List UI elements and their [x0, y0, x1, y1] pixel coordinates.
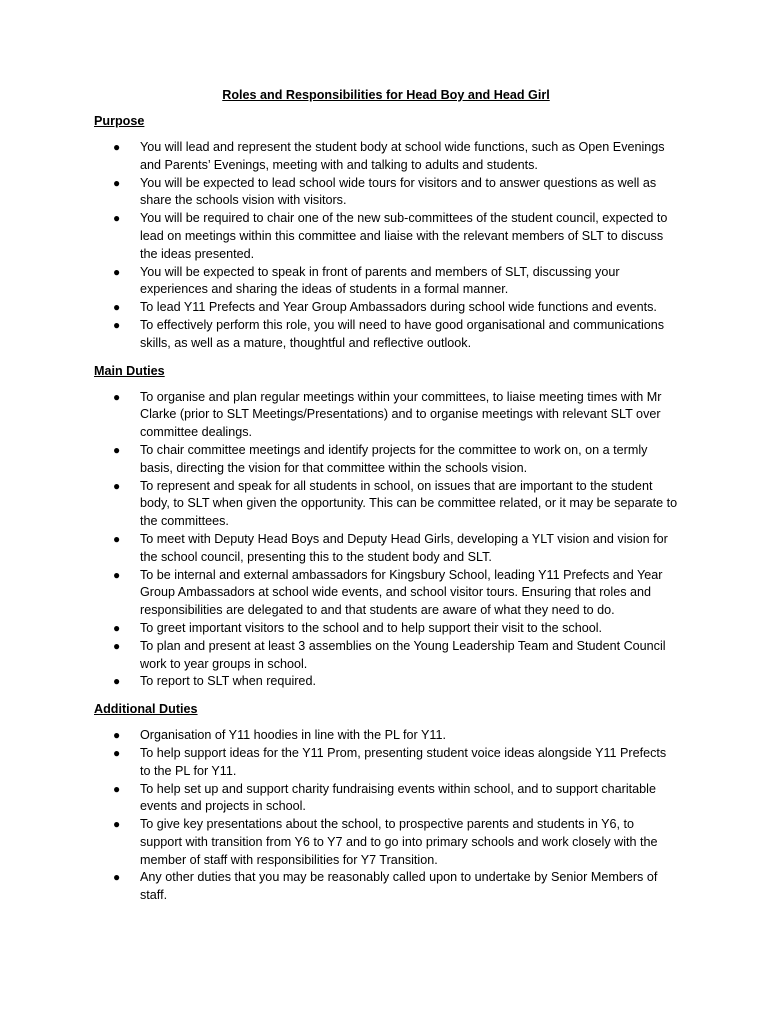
- list-item: ● To represent and speak for all students in school, on issues that are important to the student body, to SLT when given the opportunity. This can be committee related, or it may be separate to the committees.: [113, 478, 678, 529]
- bullet-icon: ●: [113, 674, 121, 689]
- additional-duties-list: [94, 727, 678, 905]
- bullet-icon: ●: [113, 745, 121, 760]
- list-item: ● You will be required to chair one of the new sub-committees of the student council, expected to lead on meetings within this committee and liaise with the relevant members of SLT to discuss the ideas presented.: [113, 211, 668, 261]
- bullet-icon: ●: [113, 531, 121, 546]
- bullet-icon: ●: [113, 638, 121, 653]
- list-item: ● To chair committee meetings and identify projects for the committee to work on, on a termly basis, directing the vision for that committee within the schools vision.: [113, 442, 648, 475]
- list-item: ● To organise and plan regular meetings within your committees, to liaise meeting times with Mr Clarke (prior to SLT Meetings/Presentations) and to organise meetings with relevant SLT over committee dealings.: [113, 389, 662, 440]
- bullet-icon: ●: [113, 781, 121, 796]
- bullet-icon: ●: [113, 175, 121, 190]
- bullet-icon: ●: [113, 317, 121, 332]
- list-item: ● To plan and present at least 3 assemblies on the Young Leadership Team and Student Council work to year groups in school.: [113, 638, 666, 671]
- bullet-icon: ●: [113, 817, 121, 832]
- bullet-icon: ●: [113, 211, 121, 226]
- bullet-icon: ●: [113, 478, 121, 493]
- list-item: ● To help support ideas for the Y11 Prom, presenting student voice ideas alongside Y11 Prefects to the PL for Y11.: [113, 745, 667, 778]
- bullet-icon: ●: [113, 264, 121, 279]
- list-item: ● To effectively perform this role, you will need to have good organisational and communications skills, as well as a mature, thoughtful and reflective outlook.: [113, 317, 665, 350]
- list-item: ● You will be expected to lead school wide tours for visitors and to answer questions as well as share the schools vision with visitors.: [113, 175, 657, 208]
- list-item: ● To help set up and support charity fundraising events within school, and to support charitable events and projects in school.: [113, 781, 656, 814]
- bullet-icon: ●: [113, 567, 121, 582]
- bullet-icon: ●: [113, 620, 121, 635]
- list-item: ● To give key presentations about the school, to prospective parents and students in Y6, to support with transition from Y6 to Y7 and to go into primary schools and work closely with the member of staff with responsibilities for Y7 Transition.: [113, 817, 658, 867]
- list-item: ● Organisation of Y11 hoodies in line with the PL for Y11.: [94, 727, 678, 745]
- section-heading-purpose: Purpose: [94, 114, 145, 128]
- list-item: ● You will lead and represent the student body at school wide functions, such as Open Evenings and Parents’ Evenings, meeting with and talking to adults and students.: [113, 140, 665, 172]
- bullet-icon: ●: [113, 870, 121, 885]
- list-item: ● To greet important visitors to the school and to help support their visit to the school.: [94, 620, 678, 638]
- main-duties-list: [94, 389, 678, 692]
- list-item: ● You will be expected to speak in front of parents and members of SLT, discussing your experiences and sharing the ideas of students in a formal manner.: [113, 264, 620, 297]
- section-heading-main-duties: Main Duties: [94, 363, 165, 378]
- list-item: ● To meet with Deputy Head Boys and Deputy Head Girls, developing a YLT vision and vision for the school council, presenting this to the student body and SLT.: [113, 531, 668, 564]
- list-item: ● To report to SLT when required.: [94, 673, 678, 691]
- bullet-icon: ●: [113, 140, 121, 154]
- list-item: ● Any other duties that you may be reasonably called upon to undertake by Senior Members of staff.: [113, 870, 658, 903]
- bullet-icon: ●: [113, 728, 121, 743]
- section-heading-additional-duties: Additional Duties: [94, 702, 198, 717]
- bullet-icon: ●: [113, 442, 121, 457]
- purpose-list: [94, 139, 678, 353]
- bullet-icon: ●: [113, 389, 121, 404]
- list-item: ● To be internal and external ambassadors for Kingsbury School, leading Y11 Prefects and Year Group Ambassadors at school wide events, and school visitor tours. Ensuring that roles and responsibilities are delegated to and that students are aware of what they need to do.: [113, 567, 663, 618]
- bullet-icon: ●: [113, 300, 121, 315]
- document-title: Roles and Responsibilities for Head Boy and Head Girl: [222, 88, 550, 102]
- list-item: ● To lead Y11 Prefects and Year Group Ambassadors during school wide functions and events.: [94, 299, 678, 317]
